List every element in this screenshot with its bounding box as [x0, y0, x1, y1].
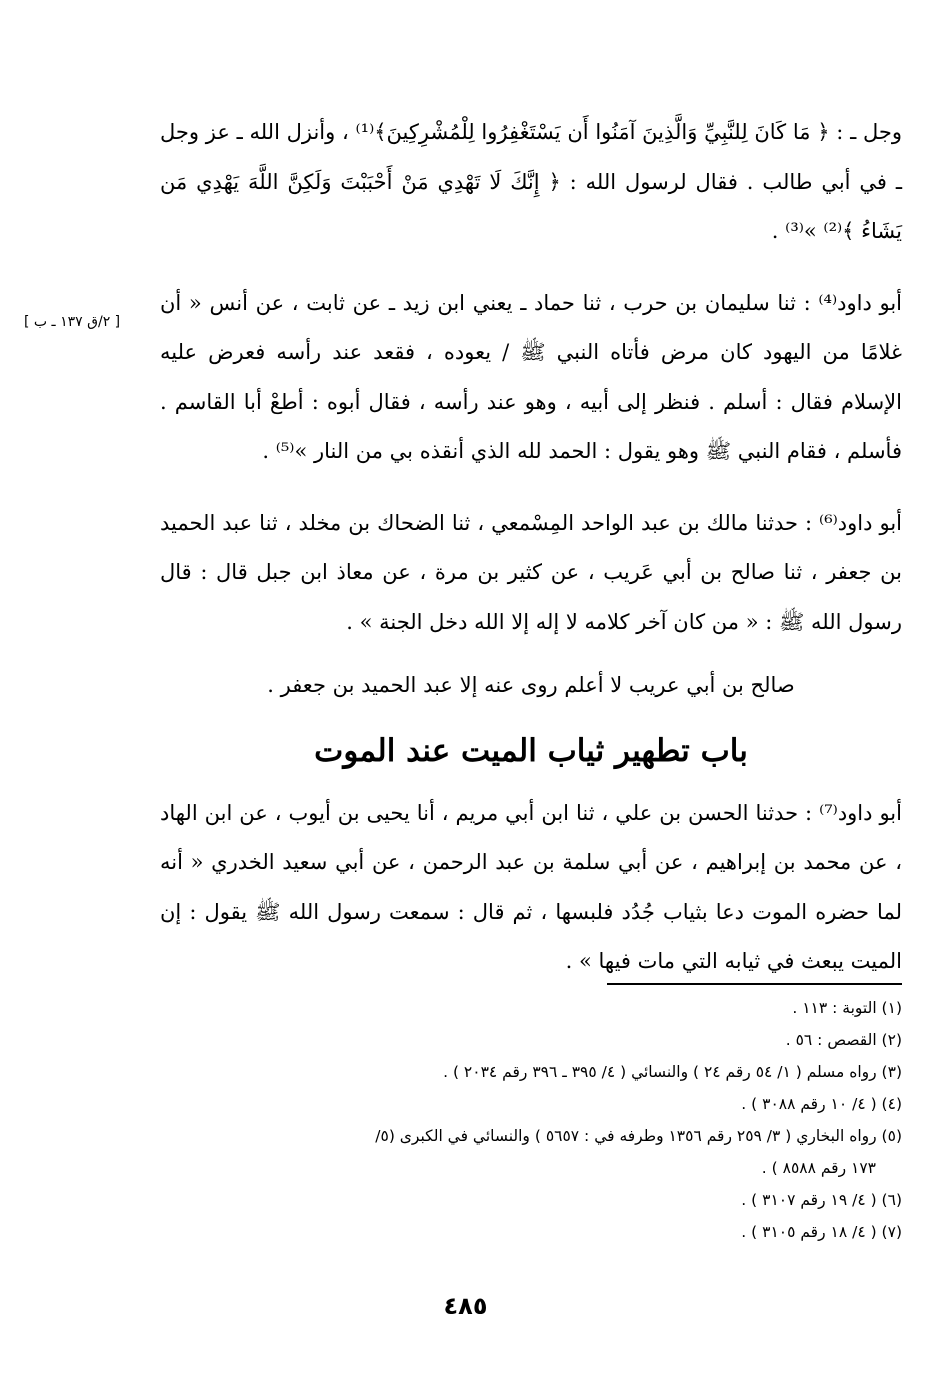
footnote-5: (٥) رواه البخاري ( ٣/ ٢٥٩ رقم ١٣٥٦ وطرفه في : ٥٦٥٧ ) والنسائي في الكبرى (٥/: [375, 1127, 902, 1145]
paragraph-4: أبو داود⁽⁷⁾ : حدثنا الحسن بن علي ، ثنا ابن أبي مريم ، أنا يحيى بن أيوب ، عن ابن الهاد ، عن محمد بن إبراهيم ، عن أبي سلمة بن عبد الرحمن ، عن أبي سعيد الخدري « أنه لما حضره الموت دعا بثياب جُدُد فلبسها ، ثم قال : سمعت رسول الله ﷺ يقول : إن الميت يبعث في ثيابه التي مات فيها » .: [160, 800, 902, 973]
chapter-title: باب تطهير ثياب الميت عند الموت: [314, 732, 748, 769]
paragraph-2: أبو داود⁽⁴⁾ : ثنا سليمان بن حرب ، ثنا حماد ـ يعني ابن زيد ـ عن ثابت ، عن أنس « أن غلامًا من اليهود كان مرض فأتاه النبي ﷺ / يعوده ، فقعد عند رأسه فعرض عليه الإسلام فقال : أسلم . فنظر إلى أبيه ، وهو عند رأسه ، فقال أبوه : أطعْ أبا القاسم . فأسلم ، فقام النبي ﷺ وهو يقول : الحمد لله الذي أنقذه بي من النار »⁽⁵⁾ .: [160, 290, 902, 463]
footnote-4: (٤) ( ٤/ ١٠ رقم ٣٠٨٨ ) .: [741, 1095, 902, 1113]
footnote-5-continued: ١٧٣ رقم ٨٥٨٨ ) .: [761, 1159, 876, 1177]
author-note: صالح بن أبي عريب لا أعلم روى عنه إلا عبد الحميد بن جعفر .: [267, 673, 795, 697]
main-text: [160, 108, 902, 1009]
paragraph-1: وجل ـ : ﴿ مَا كَانَ لِلنَّبِيِّ وَالَّذِينَ آمَنُوا أَن يَسْتَغْفِرُوا لِلْمُشْرِكِينَ﴾⁽¹⁾ ، وأنزل الله ـ عز وجل ـ في أبي طالب . فقال لرسول الله : ﴿ إِنَّكَ لَا تَهْدِي مَنْ أَحْبَبْتَ وَلَكِنَّ اللَّهَ يَهْدِي مَن يَشَاءُ ﴾⁽²⁾ »⁽³⁾ .: [160, 120, 902, 243]
footnote-3: (٣) رواه مسلم ( ١/ ٥٤ رقم ٢٤ ) والنسائي ( ٤/ ٣٩٥ ـ ٣٩٦ رقم ٢٠٣٤ ) .: [443, 1063, 902, 1081]
footnote-separator: [607, 983, 902, 985]
page-number: ٤٨٥: [443, 1292, 488, 1320]
footnotes: [160, 992, 902, 1248]
footnote-2: (٢) القصص : ٥٦ .: [785, 1031, 902, 1049]
margin-manuscript-note: [ ٢/ق ١٣٧ ـ ب ]: [24, 314, 121, 330]
footnote-7: (٧) ( ٤/ ١٨ رقم ٣١٠٥ ) .: [741, 1223, 902, 1241]
footnote-6: (٦) ( ٤/ ١٩ رقم ٣١٠٧ ) .: [741, 1191, 902, 1209]
paragraph-3: أبو داود⁽⁶⁾ : حدثنا مالك بن عبد الواحد المِسْمعي ، ثنا الضحاك بن مخلد ، ثنا عبد الحميد بن جعفر ، ثنا صالح بن أبي عَريب ، عن كثير بن مرة ، عن معاذ ابن جبل قال : قال رسول الله ﷺ : « من كان آخر كلامه لا إله إلا الله دخل الجنة » .: [160, 510, 902, 634]
footnote-1: (١) التوبة : ١١٣ .: [792, 999, 902, 1017]
